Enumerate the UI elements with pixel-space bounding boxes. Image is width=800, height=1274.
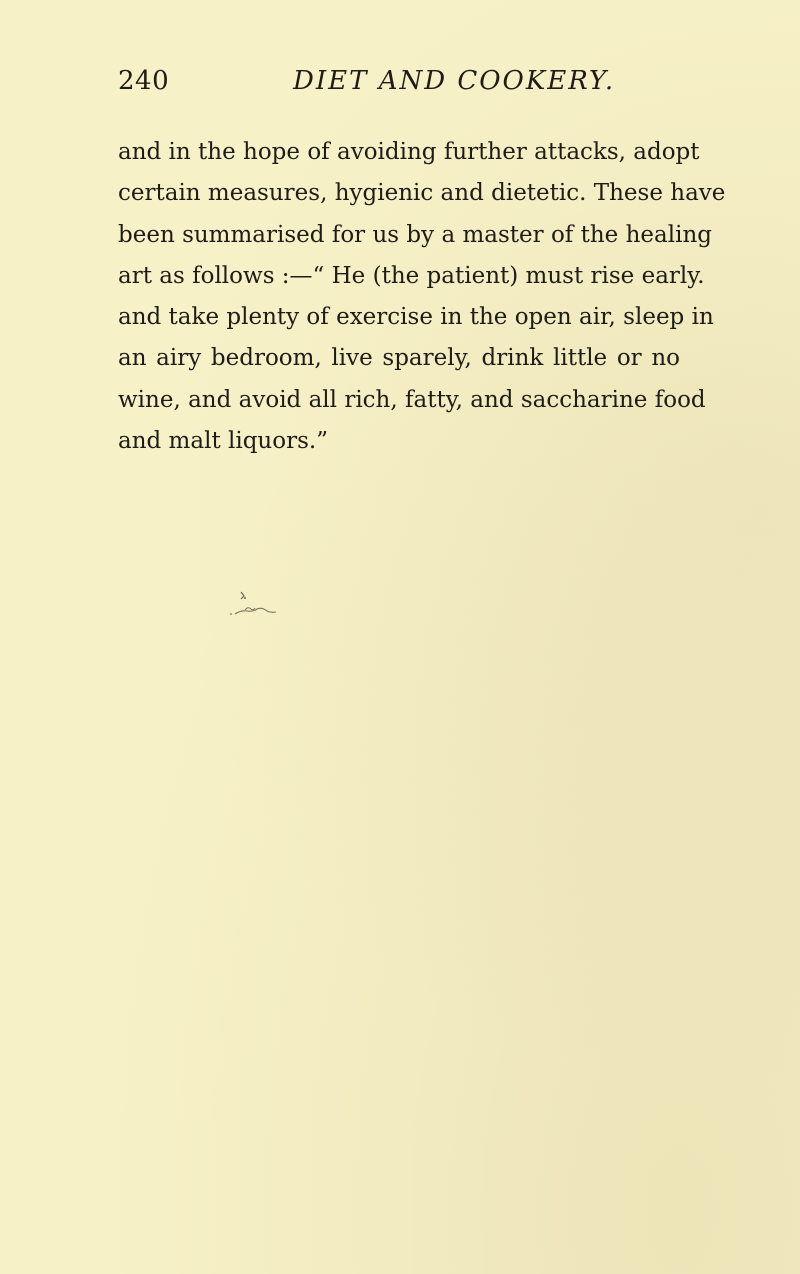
ornament-icon bbox=[227, 588, 287, 618]
text-line: art as follows :—“ He (the patient) must rise early. bbox=[118, 262, 705, 289]
text-line: and take plenty of exercise in the open air, sleep in bbox=[118, 304, 714, 331]
page-number: 240 bbox=[118, 66, 170, 96]
text-line: certain measures, hygienic and dietetic. These have bbox=[118, 180, 726, 207]
running-header bbox=[118, 66, 678, 106]
running-title: DIET AND COOKERY. bbox=[293, 66, 616, 96]
text-line: and malt liquors.” bbox=[118, 428, 328, 455]
body-paragraph bbox=[118, 132, 726, 462]
text-line: wine, and avoid all rich, fatty, and saccharine food bbox=[118, 386, 706, 413]
text-line: been summarised for us by a master of the healing bbox=[118, 221, 712, 248]
text-line: and in the hope of avoiding further attacks, adopt bbox=[118, 139, 700, 165]
text-line: an airy bedroom, live sparely, drink little or no bbox=[118, 345, 680, 372]
